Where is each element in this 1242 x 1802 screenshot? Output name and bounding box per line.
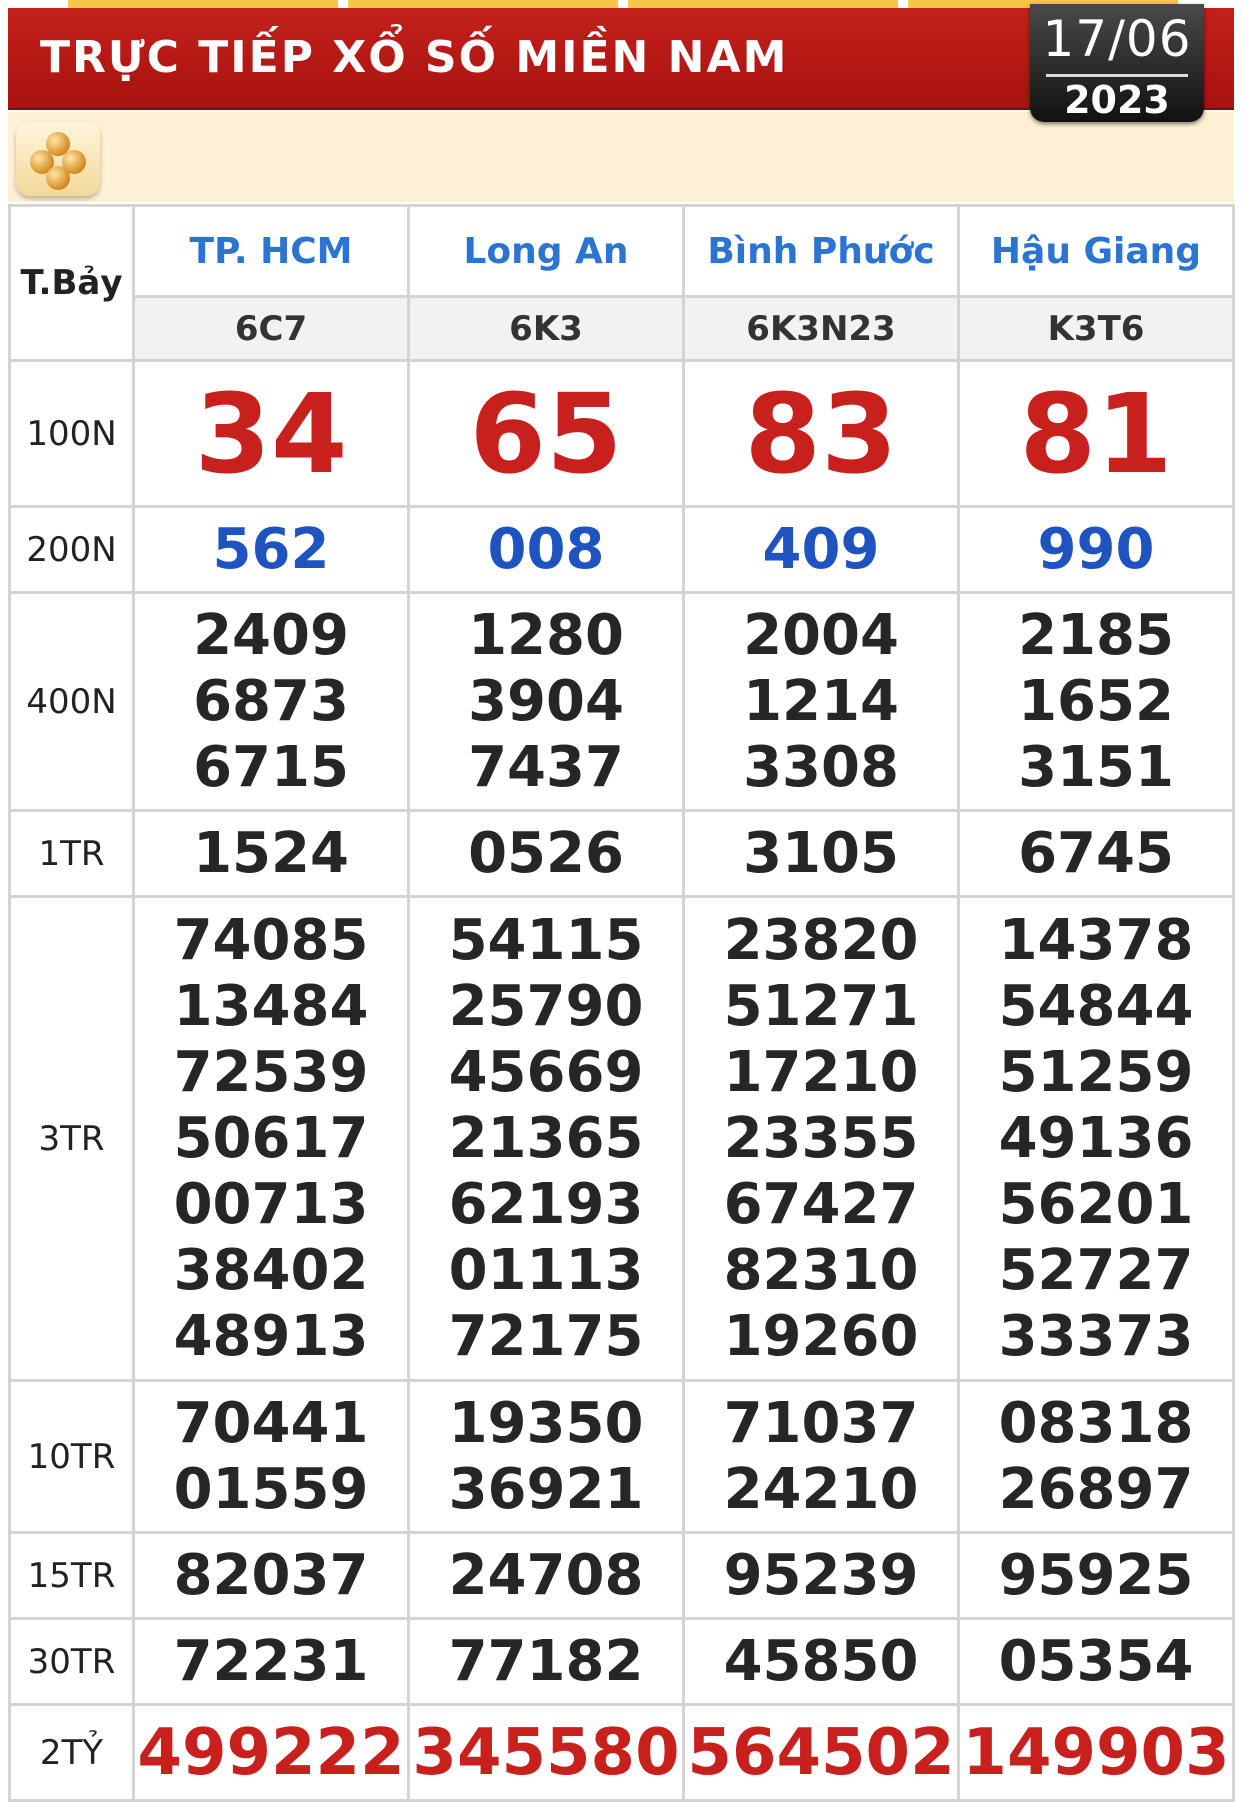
province-row [10, 206, 1234, 297]
logo-bar [8, 112, 1234, 202]
winning-number: 24708 [448, 1542, 644, 1608]
province-name[interactable]: Bình Phước [684, 206, 959, 297]
prize-cell [684, 1705, 959, 1801]
date-year: 2023 [1064, 78, 1170, 122]
winning-number: 25790 [448, 973, 644, 1039]
prize-cell [134, 1705, 409, 1801]
winning-number: 1524 [193, 820, 349, 886]
winning-number: 23355 [723, 1105, 919, 1171]
prize-cell [134, 897, 409, 1381]
prize-cell [959, 1533, 1234, 1619]
winning-number: 77182 [448, 1628, 644, 1694]
weekday-label: T.Bảy [10, 206, 134, 361]
prize-row [10, 361, 1234, 507]
prize-cell [409, 1381, 684, 1533]
prize-cell [959, 897, 1234, 1381]
lottery-balls-icon[interactable] [16, 122, 100, 196]
winning-number: 65 [469, 369, 623, 498]
winning-number: 52727 [998, 1237, 1194, 1303]
winning-number: 72231 [173, 1628, 369, 1694]
winning-number: 13484 [173, 973, 369, 1039]
prize-row [10, 1533, 1234, 1619]
winning-number: 08318 [998, 1390, 1194, 1456]
ticket-code: 6C7 [134, 297, 409, 361]
winning-number: 19260 [723, 1303, 919, 1369]
prize-label: 30TR [10, 1619, 134, 1705]
winning-number: 50617 [173, 1105, 369, 1171]
winning-number: 345580 [412, 1715, 680, 1790]
winning-number: 19350 [448, 1390, 644, 1456]
date-badge [1030, 4, 1204, 122]
prize-cell [409, 361, 684, 507]
prize-cell [409, 1705, 684, 1801]
winning-number: 3308 [743, 734, 899, 800]
prize-cell [684, 897, 959, 1381]
prize-cell [959, 361, 1234, 507]
winning-number: 008 [487, 516, 605, 582]
winning-number: 26897 [998, 1456, 1194, 1522]
winning-number: 6873 [193, 668, 349, 734]
prize-label: 3TR [10, 897, 134, 1381]
prize-cell [959, 1705, 1234, 1801]
winning-number: 562 [212, 516, 330, 582]
winning-number: 48913 [173, 1303, 369, 1369]
winning-number: 70441 [173, 1390, 369, 1456]
prize-cell [959, 1619, 1234, 1705]
winning-number: 83 [744, 369, 898, 498]
prize-cell [959, 593, 1234, 811]
prize-cell [684, 1381, 959, 1533]
winning-number: 564502 [687, 1715, 955, 1790]
prize-row [10, 897, 1234, 1381]
top-tab[interactable] [68, 0, 338, 8]
winning-number: 36921 [448, 1456, 644, 1522]
winning-number: 1214 [743, 668, 899, 734]
winning-number: 49136 [998, 1105, 1194, 1171]
winning-number: 82310 [723, 1237, 919, 1303]
winning-number: 33373 [998, 1303, 1194, 1369]
winning-number: 3904 [468, 668, 624, 734]
date-day: 17/06 [1042, 10, 1192, 68]
winning-number: 81 [1019, 369, 1173, 498]
ticket-code: K3T6 [959, 297, 1234, 361]
winning-number: 01113 [448, 1237, 644, 1303]
winning-number: 3151 [1018, 734, 1174, 800]
winning-number: 1652 [1018, 668, 1174, 734]
prize-cell [959, 1381, 1234, 1533]
winning-number: 00713 [173, 1171, 369, 1237]
top-tab[interactable] [348, 0, 618, 8]
winning-number: 95925 [998, 1542, 1194, 1608]
winning-number: 05354 [998, 1628, 1194, 1694]
prize-label: 15TR [10, 1533, 134, 1619]
prize-cell [134, 1619, 409, 1705]
winning-number: 01559 [173, 1456, 369, 1522]
winning-number: 56201 [998, 1171, 1194, 1237]
prize-cell [134, 361, 409, 507]
prize-label: 1TR [10, 811, 134, 897]
winning-number: 67427 [723, 1171, 919, 1237]
winning-number: 51271 [723, 973, 919, 1039]
prize-row [10, 1619, 1234, 1705]
prize-label: 200N [10, 507, 134, 593]
winning-number: 72539 [173, 1039, 369, 1105]
prize-cell [409, 811, 684, 897]
winning-number: 7437 [468, 734, 624, 800]
winning-number: 499222 [137, 1715, 405, 1790]
winning-number: 72175 [448, 1303, 644, 1369]
prize-cell [134, 811, 409, 897]
winning-number: 149903 [962, 1715, 1230, 1790]
winning-number: 6715 [193, 734, 349, 800]
winning-number: 24210 [723, 1456, 919, 1522]
prize-cell [409, 507, 684, 593]
winning-number: 409 [762, 516, 880, 582]
winning-number: 6745 [1018, 820, 1174, 886]
prize-cell [134, 1381, 409, 1533]
prize-label: 100N [10, 361, 134, 507]
prize-cell [684, 507, 959, 593]
prize-row [10, 811, 1234, 897]
winning-number: 2409 [193, 602, 349, 668]
prize-cell [134, 507, 409, 593]
winning-number: 21365 [448, 1105, 644, 1171]
winning-number: 51259 [998, 1039, 1194, 1105]
prize-cell [959, 507, 1234, 593]
winning-number: 14378 [998, 907, 1194, 973]
code-row [10, 297, 1234, 361]
prize-row [10, 1381, 1234, 1533]
winning-number: 82037 [173, 1542, 369, 1608]
prize-cell [134, 593, 409, 811]
winning-number: 990 [1037, 516, 1155, 582]
winning-number: 45850 [723, 1628, 919, 1694]
winning-number: 2004 [743, 602, 899, 668]
prize-row [10, 1705, 1234, 1801]
winning-number: 95239 [723, 1542, 919, 1608]
winning-number: 0526 [468, 820, 624, 886]
winning-number: 74085 [173, 907, 369, 973]
prize-cell [684, 1619, 959, 1705]
winning-number: 1280 [468, 602, 624, 668]
prize-cell [409, 593, 684, 811]
winning-number: 17210 [723, 1039, 919, 1105]
province-name[interactable]: Long An [409, 206, 684, 297]
ticket-code: 6K3N23 [684, 297, 959, 361]
prize-row [10, 507, 1234, 593]
prize-cell [409, 897, 684, 1381]
winning-number: 3105 [743, 820, 899, 886]
province-name[interactable]: TP. HCM [134, 206, 409, 297]
ticket-code: 6K3 [409, 297, 684, 361]
prize-cell [684, 1533, 959, 1619]
prize-label: 10TR [10, 1381, 134, 1533]
prize-cell [684, 593, 959, 811]
winning-number: 45669 [448, 1039, 644, 1105]
winning-number: 38402 [173, 1237, 369, 1303]
results-table [8, 204, 1235, 1802]
winning-number: 71037 [723, 1390, 919, 1456]
winning-number: 54844 [998, 973, 1194, 1039]
province-name[interactable]: Hậu Giang [959, 206, 1234, 297]
page-title: TRỰC TIẾP XỔ SỐ MIỀN NAM [40, 32, 789, 83]
prize-cell [134, 1533, 409, 1619]
prize-cell [684, 811, 959, 897]
winning-number: 23820 [723, 907, 919, 973]
prize-cell [959, 811, 1234, 897]
winning-number: 34 [194, 369, 348, 498]
prize-cell [409, 1533, 684, 1619]
prize-row [10, 593, 1234, 811]
winning-number: 2185 [1018, 602, 1174, 668]
top-tab[interactable] [628, 0, 898, 8]
prize-label: 2TỶ [10, 1705, 134, 1801]
winning-number: 54115 [448, 907, 644, 973]
prize-label: 400N [10, 593, 134, 811]
prize-cell [684, 361, 959, 507]
prize-cell [409, 1619, 684, 1705]
winning-number: 62193 [448, 1171, 644, 1237]
date-divider [1046, 74, 1188, 77]
